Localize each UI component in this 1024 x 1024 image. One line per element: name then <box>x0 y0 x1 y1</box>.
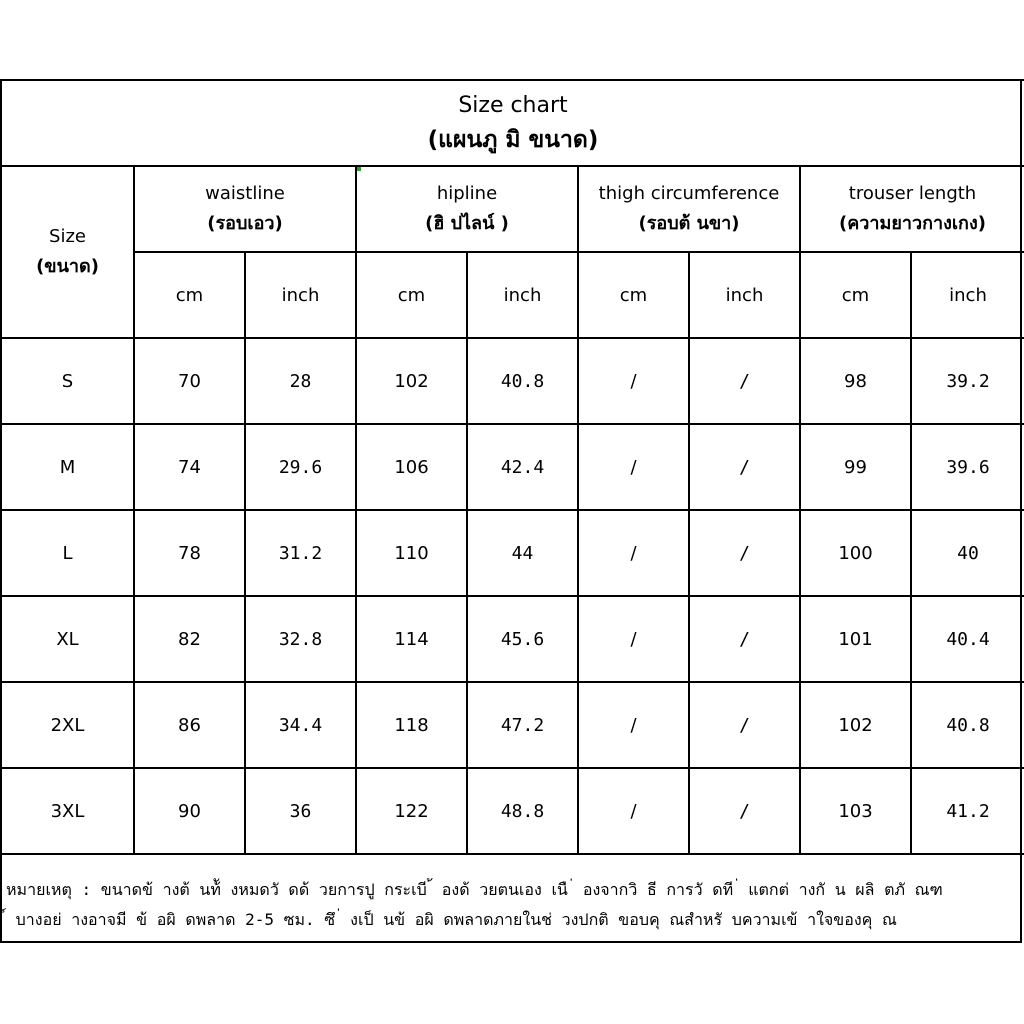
size-column-header <box>1 166 134 338</box>
table-row <box>1 768 1024 854</box>
table-row <box>1 424 1024 510</box>
table-cell: / <box>689 596 800 682</box>
table-cell: 74 <box>134 424 245 510</box>
size-table <box>0 79 1024 855</box>
table-cell: 118 <box>356 682 467 768</box>
unit-header: inch <box>245 252 356 338</box>
chart-title-th: (แผนภู มิ ขนาด) <box>427 127 599 153</box>
table-cell: 122 <box>356 768 467 854</box>
size-label: S <box>1 338 134 424</box>
table-cell: 101 <box>800 596 911 682</box>
group-header-en: hipline <box>436 183 498 204</box>
table-cell: 44 <box>467 510 578 596</box>
size-label: XL <box>1 596 134 682</box>
table-cell: 36 <box>245 768 356 854</box>
table-cell: / <box>578 510 689 596</box>
table-cell: 39.6 <box>911 424 1024 510</box>
group-header-en: waistline <box>205 183 285 204</box>
table-row <box>1 338 1024 424</box>
table-cell: 40.4 <box>911 596 1024 682</box>
table-cell: 40.8 <box>911 682 1024 768</box>
table-cell: 90 <box>134 768 245 854</box>
table-cell: / <box>689 424 800 510</box>
table-cell: / <box>689 510 800 596</box>
size-label: 2XL <box>1 682 134 768</box>
group-header-en: thigh circumference <box>598 183 780 204</box>
size-rows <box>1 338 1024 854</box>
group-header-thigh <box>578 166 800 252</box>
table-cell: 103 <box>800 768 911 854</box>
footnote-line-1: หมายเหตุ : ขนาดข้ างต้ นท้ั งหมดวั ดด้ วยการปู กระเบี ้ องด้ วยตนเอง เนื ่ องจากวิ ธี การวั ดที ่ แตกต่ างกั น ผลิ ตภั ณฑ <box>6 880 943 899</box>
chart-title-en: Size chart <box>458 93 568 118</box>
table-cell: 86 <box>134 682 245 768</box>
table-cell: 102 <box>800 682 911 768</box>
table-cell: / <box>578 338 689 424</box>
size-header-en: Size <box>49 226 86 247</box>
table-row <box>1 596 1024 682</box>
table-cell: 29.6 <box>245 424 356 510</box>
unit-header: inch <box>689 252 800 338</box>
chart-title <box>1 80 1024 166</box>
table-cell: 82 <box>134 596 245 682</box>
unit-header: inch <box>911 252 1024 338</box>
table-cell: 48.8 <box>467 768 578 854</box>
table-cell: 99 <box>800 424 911 510</box>
group-header-th: (รอบเอว) <box>207 213 283 234</box>
table-row <box>1 682 1024 768</box>
table-cell: 78 <box>134 510 245 596</box>
group-header-th: (ฮิ ปไลน์ ) <box>425 213 509 234</box>
table-cell: 114 <box>356 596 467 682</box>
group-header-waistline <box>134 166 356 252</box>
table-cell: / <box>578 768 689 854</box>
size-label: 3XL <box>1 768 134 854</box>
table-cell: 40 <box>911 510 1024 596</box>
table-cell: / <box>689 768 800 854</box>
table-cell: / <box>689 682 800 768</box>
table-cell: 32.8 <box>245 596 356 682</box>
unit-header: cm <box>800 252 911 338</box>
group-header-hipline <box>356 166 578 252</box>
table-cell: 98 <box>800 338 911 424</box>
table-cell: / <box>578 424 689 510</box>
table-cell: 40.8 <box>467 338 578 424</box>
group-header-th: (ความยาวกางเกง) <box>839 213 986 234</box>
table-cell: / <box>578 596 689 682</box>
table-cell: 39.2 <box>911 338 1024 424</box>
table-cell: / <box>578 682 689 768</box>
table-cell: 42.4 <box>467 424 578 510</box>
group-header-th: (รอบต้ นขา) <box>638 213 740 234</box>
unit-header: inch <box>467 252 578 338</box>
table-cell: 31.2 <box>245 510 356 596</box>
table-cell: 100 <box>800 510 911 596</box>
table-cell: 34.4 <box>245 682 356 768</box>
table-cell: 70 <box>134 338 245 424</box>
table-cell: 106 <box>356 424 467 510</box>
table-cell: 28 <box>245 338 356 424</box>
table-cell: 41.2 <box>911 768 1024 854</box>
table-cell: / <box>689 338 800 424</box>
unit-header: cm <box>134 252 245 338</box>
size-chart <box>0 79 1022 943</box>
table-cell: 47.2 <box>467 682 578 768</box>
footnote-line-2: ์ บางอย่ างอาจมี ข้ อผิ ดพลาด 2-5 ซม. ซึ ่ งเป็ นข้ อผิ ดพลาดภายในช่ วงปกติ ขอบคุ ณสำหรั บความเข้ าใจของคุ ณ <box>6 910 897 929</box>
footnote <box>2 859 1022 943</box>
group-header-en: trouser length <box>848 183 977 204</box>
size-header-th: (ขนาด) <box>36 256 99 277</box>
unit-header: cm <box>356 252 467 338</box>
group-header-trouser-length <box>800 166 1024 252</box>
size-label: L <box>1 510 134 596</box>
table-cell: 110 <box>356 510 467 596</box>
table-row <box>1 510 1024 596</box>
size-label: M <box>1 424 134 510</box>
table-cell: 102 <box>356 338 467 424</box>
table-cell: 45.6 <box>467 596 578 682</box>
unit-header: cm <box>578 252 689 338</box>
